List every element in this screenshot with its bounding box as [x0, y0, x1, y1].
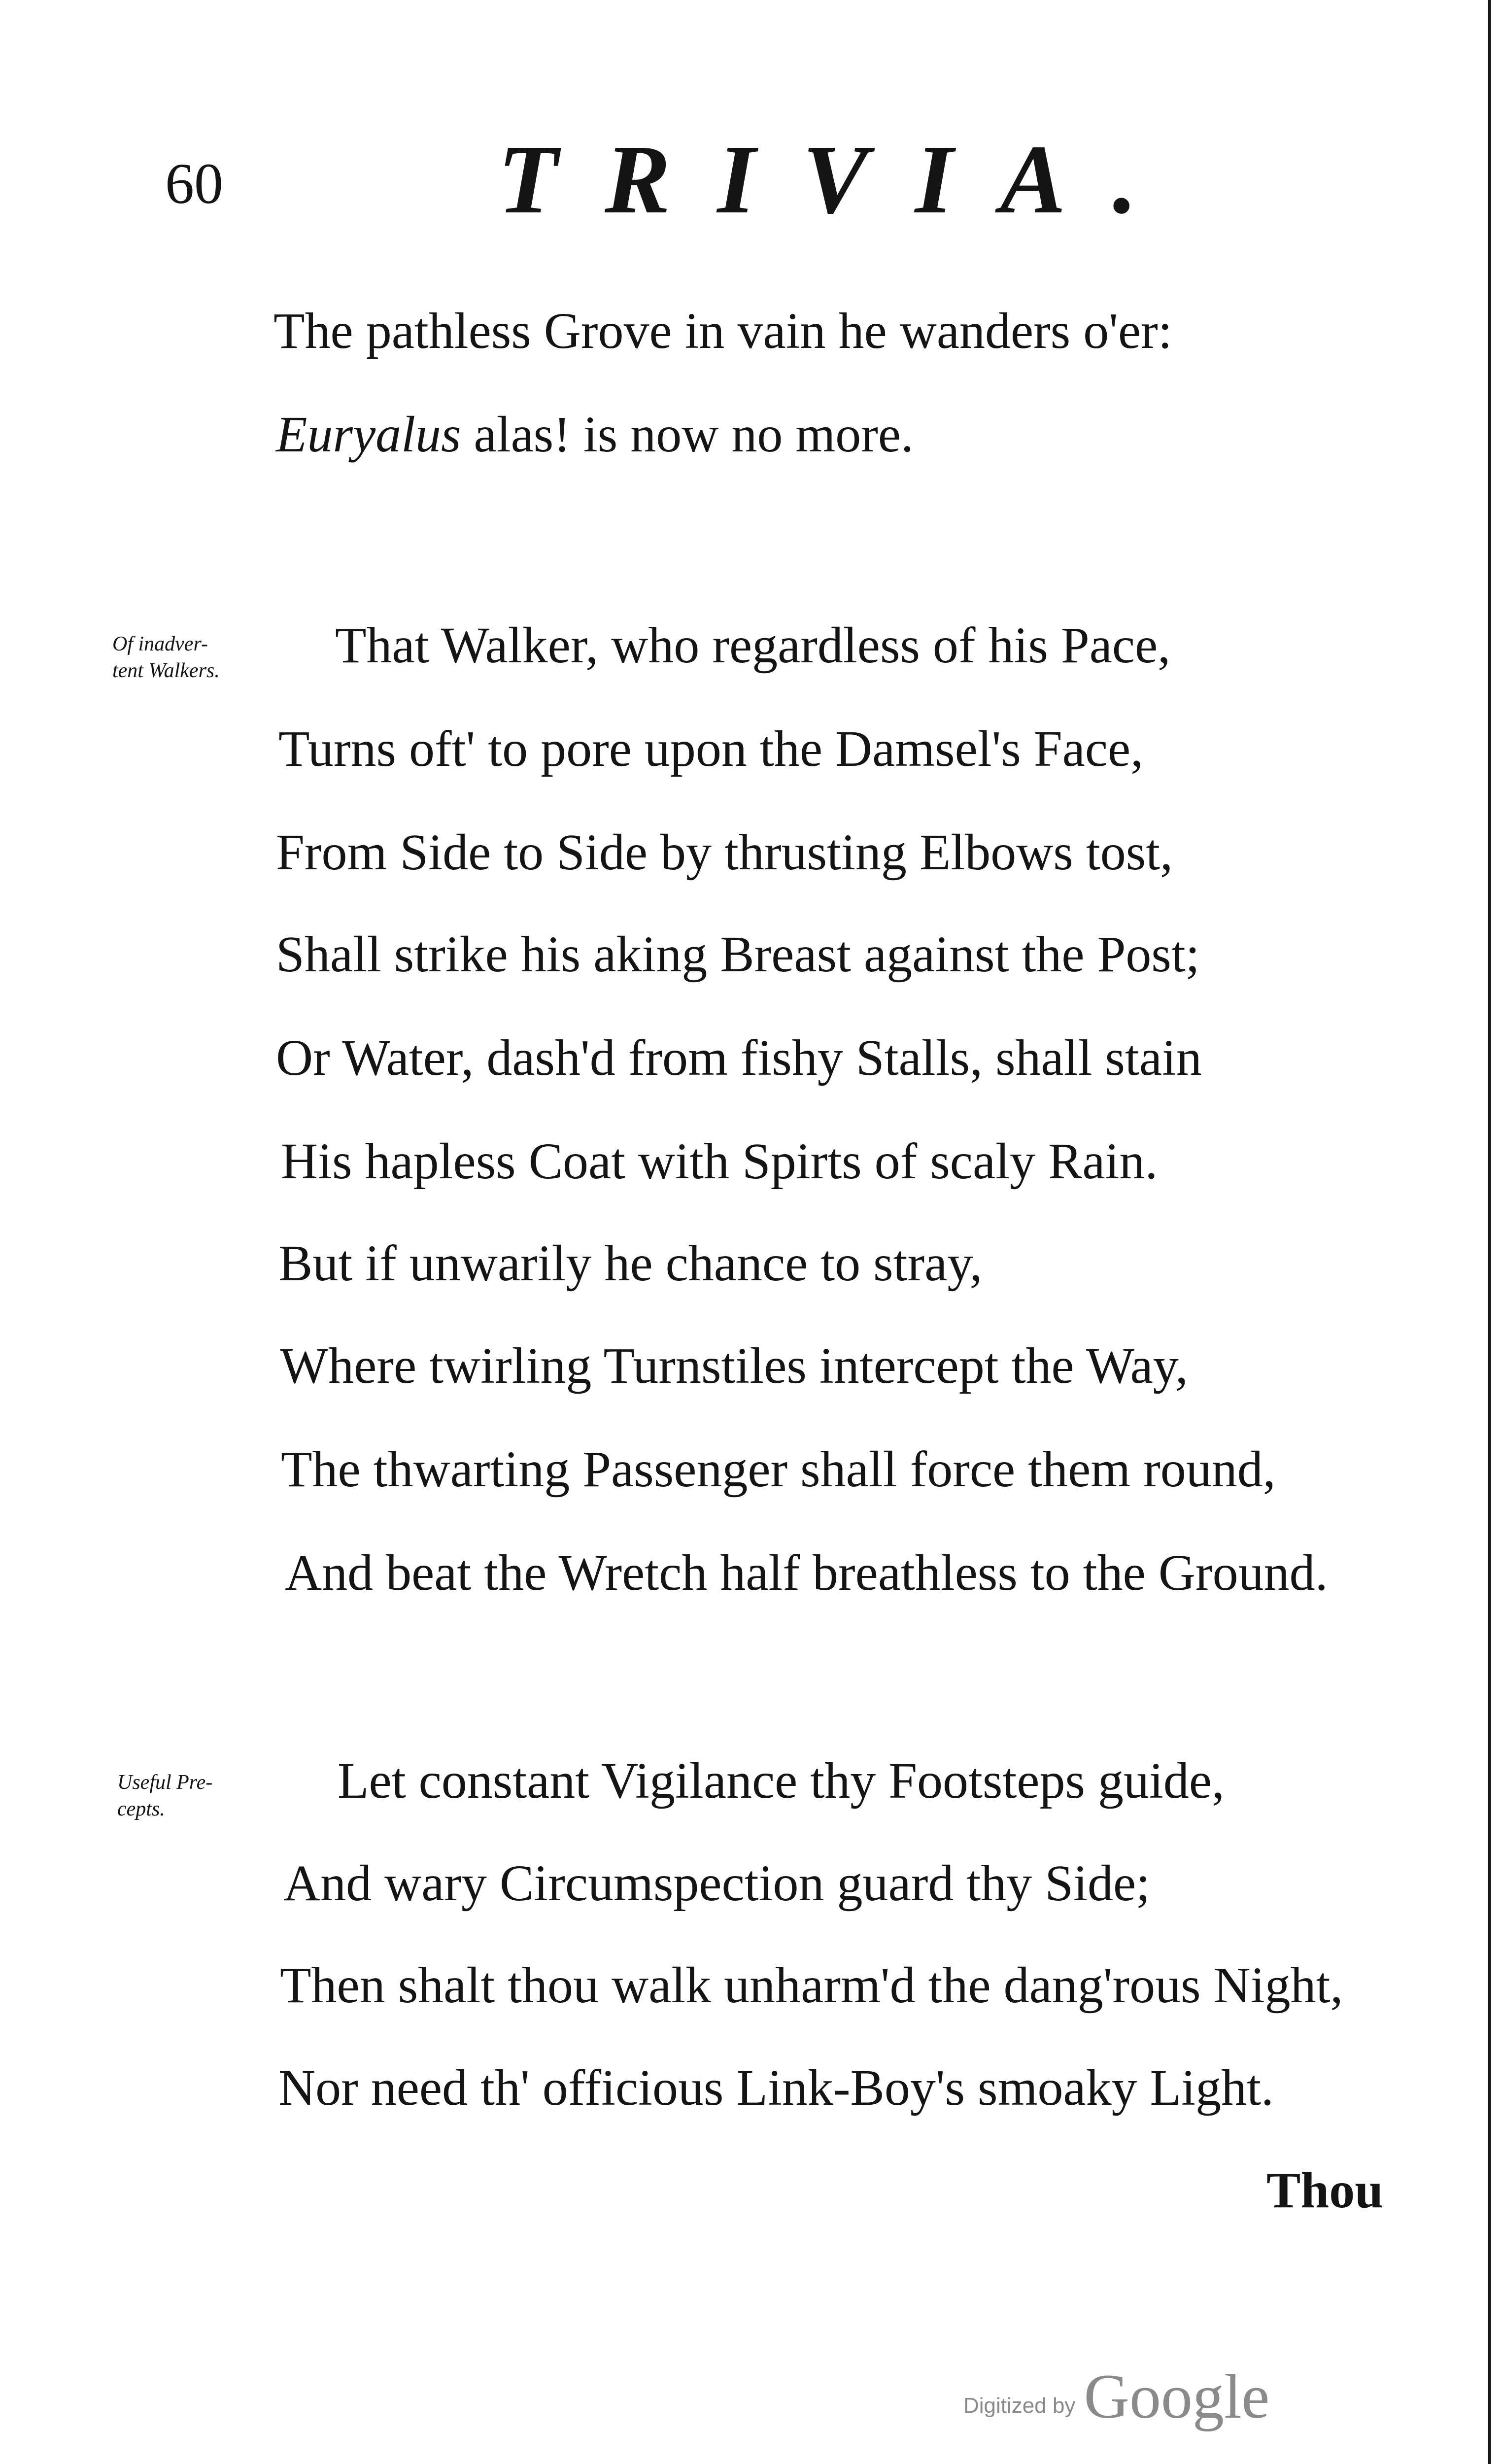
margin-note-line: tent Walkers.	[112, 659, 220, 682]
verse-fragment: is now no more.	[583, 406, 914, 463]
verse-line: Or Water, dash'd from fishy Stalls, shall stain	[276, 1029, 1202, 1086]
verse-line: But if unwarily he chance to stray,	[278, 1235, 983, 1292]
verse-line: Nor need th' officious Link-Boy's smoaky Light.	[278, 2059, 1274, 2116]
verse-line	[276, 406, 914, 463]
verse-line: His hapless Coat with Spirts of scaly Rain.	[281, 1133, 1158, 1190]
digitization-watermark	[963, 2361, 1269, 2433]
margin-note-line: Useful Pre-	[117, 1771, 213, 1794]
margin-note	[112, 631, 280, 684]
verse-fragment: alas!	[474, 406, 571, 463]
verse-line: The pathless Grove in vain he wanders o'er:	[273, 303, 1172, 359]
verse-line: And wary Circumspection guard thy Side;	[283, 1855, 1151, 1912]
google-logo: Google	[1084, 2361, 1270, 2431]
verse-line: Turns oft' to pore upon the Damsel's Face,	[278, 720, 1144, 777]
page-edge	[1488, 0, 1491, 2464]
verse-line: And beat the Wretch half breathless to the Ground.	[285, 1544, 1328, 1601]
verse-line: Then shalt thou walk unharm'd the dang'rous Night,	[280, 1957, 1343, 2014]
margin-note-line: cepts.	[117, 1798, 165, 1820]
margin-note	[117, 1769, 285, 1822]
watermark-prefix: Digitized by	[963, 2394, 1076, 2418]
margin-note-line: Of inadver-	[112, 633, 208, 655]
verse-line: Shall strike his aking Breast against the Post;	[276, 926, 1200, 983]
verse-line: The thwarting Passenger shall force them round,	[281, 1441, 1276, 1498]
verse-line: From Side to Side by thrusting Elbows tost,	[276, 824, 1173, 881]
verse-italic-name: Euryalus	[276, 406, 461, 463]
verse-line: Where twirling Turnstiles intercept the Way,	[280, 1337, 1189, 1394]
catchword: Thou	[1266, 2162, 1384, 2219]
running-title: TRIVIA.	[498, 125, 1185, 234]
page-number: 60	[165, 151, 223, 216]
verse-line: Let constant Vigilance thy Footsteps guide,	[338, 1752, 1225, 1809]
verse-line: That Walker, who regardless of his Pace,	[335, 617, 1171, 674]
